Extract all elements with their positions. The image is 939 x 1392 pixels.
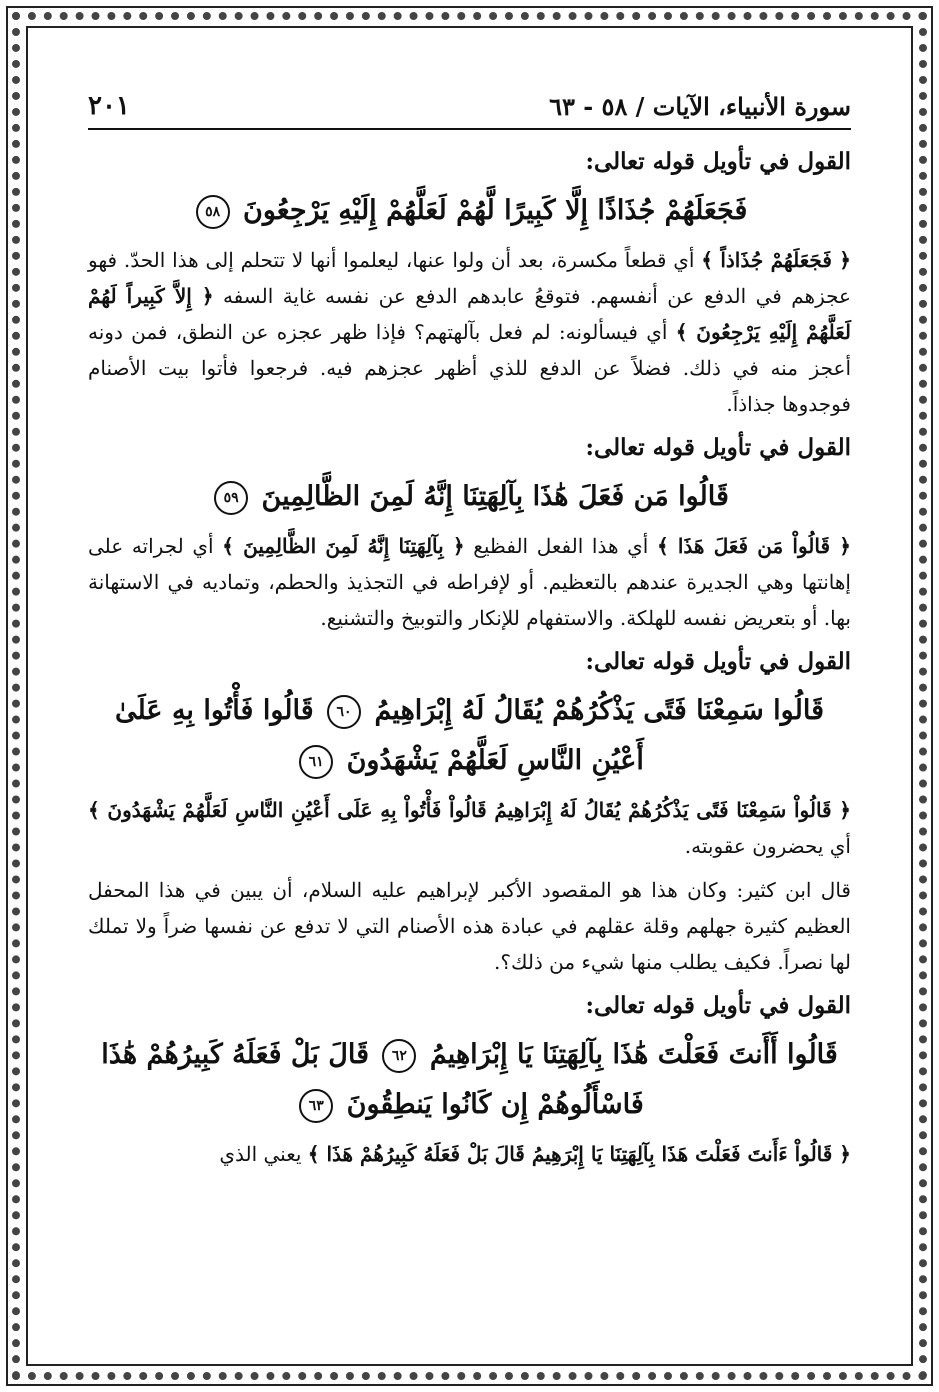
quran-verse bbox=[88, 186, 851, 236]
ayah-number-mark: ٦٣ bbox=[299, 1089, 333, 1123]
quoted-verse: ﴿ قَالُواْ ءَأَنتَ فَعَلْتَ هَذَا بِآلِهَتِنَا يَا إِبْرَهِيمُ قَالَ بَلْ فَعَلَهُ كَبِيرُهُمْ هَذَا ﴾ bbox=[307, 1142, 851, 1166]
page-content bbox=[88, 144, 851, 1172]
verse-text: فَجَعَلَهُمْ جُذَاذًا إِلَّا كَبِيرًا لَّهُمْ لَعَلَّهُمْ إِلَيْهِ يَرْجِعُونَ bbox=[243, 195, 748, 226]
section-heading: القول في تأويل قوله تعالى: bbox=[585, 434, 851, 461]
section-heading: القول في تأويل قوله تعالى: bbox=[585, 648, 851, 675]
quoted-verse: ﴿ إِلاَّ كَبِيراً لَهُمْ لَعَلَّهُمْ إِلَيْهِ يَرْجِعُونَ ﴾ bbox=[88, 284, 851, 344]
quran-verse bbox=[88, 686, 851, 786]
tafsir-section bbox=[88, 144, 851, 422]
section-heading: القول في تأويل قوله تعالى: bbox=[585, 992, 851, 1019]
quoted-verse: ﴿ فَجَعَلَهُمْ جُذَاذاً ﴾ bbox=[701, 248, 851, 272]
ayah-number-mark: ٦٢ bbox=[382, 1039, 416, 1073]
commentary-text: أي قطعاً مكسرة، بعد أن ولوا عنها، ليعلموا أنها لا تتحلم إلى هذا الحدّ. فهو عجزهم في الدفع عن أنفسهم. فتوقعُ عابدهم الدفع عن نفسه غاية السفه bbox=[88, 248, 851, 308]
commentary-text: أي فيسألونه: لم فعل بآلهتهم؟ فإذا ظهر عجزه عن النطق، فمن دونه أعجز منه في ذلك. فضلاً عن الدفع للذي أظهر عجزهم فيه. فرجعوا فأتوا بيت الأصنام فوجدوها جذاذاً. bbox=[88, 320, 851, 416]
verse-text: قَالَ بَلْ فَعَلَهُ كَبِيرُهُمْ هَٰذَا فَاسْأَلُوهُمْ إِن كَانُوا يَنطِقُونَ bbox=[101, 1039, 644, 1120]
header-title: سورة الأنبياء، الآيات / ٥٨ - ٦٣ bbox=[549, 91, 851, 121]
commentary-paragraph bbox=[88, 792, 851, 864]
commentary-paragraph bbox=[88, 528, 851, 636]
commentary-text: أي هذا الفعل الفظيع bbox=[464, 534, 657, 558]
verse-text: قَالُوا أَأَنتَ فَعَلْتَ هَٰذَا بِآلِهَتِنَا يَا إِبْرَاهِيمُ bbox=[429, 1039, 838, 1070]
ayah-number-mark: ٥٩ bbox=[214, 481, 248, 515]
quoted-verse: ﴿ بِآلِهَتِنَا إِنَّهُ لَمِنَ الظَّالِمِينَ ﴾ bbox=[222, 534, 465, 558]
ayah-number-mark: ٦١ bbox=[299, 745, 333, 779]
ayah-number-mark: ٦٠ bbox=[327, 695, 361, 729]
running-header bbox=[88, 84, 851, 130]
section-heading: القول في تأويل قوله تعالى: bbox=[585, 148, 851, 175]
quran-verse bbox=[88, 1030, 851, 1130]
quoted-verse: ﴿ قَالُواْ سَمِعْنَا فَتًى يَذْكُرُهُمْ يُقَالُ لَهُ إِبْرَاهِيمُ قَالُواْ فَأْتُواْ بِهِ عَلَى أَعْيُنِ النَّاسِ لَعَلَّهُمْ يَشْهَدُونَ ﴾ bbox=[88, 798, 851, 822]
commentary-paragraph bbox=[88, 1136, 851, 1172]
quran-verse bbox=[88, 472, 851, 522]
book-page bbox=[88, 84, 851, 1332]
tafsir-section bbox=[88, 644, 851, 980]
tafsir-section bbox=[88, 430, 851, 636]
commentary-text: يعني الذي bbox=[219, 1142, 308, 1166]
commentary-text: أي لجراته على إهانتها وهي الجديرة عندهم بالتعظيم. أو لإفراطه في التجذيذ والحطم، وتماديه في الاستهانة بها. أو بتعريض نفسه للهلكة. والاستفهام للإنكار والتوبيخ والتشنيع. bbox=[88, 534, 851, 630]
verse-text: قَالُوا فَأْتُوا بِهِ عَلَىٰ أَعْيُنِ النَّاسِ لَعَلَّهُمْ يَشْهَدُونَ bbox=[114, 695, 644, 776]
commentary-paragraph bbox=[88, 242, 851, 422]
commentary-paragraph: قال ابن كثير: وكان هذا هو المقصود الأكبر لإبراهيم عليه السلام، أن يبين في هذا المحفل العظيم كثيرة جهلهم وقلة عقلهم في عبادة هذه الأصنام التي لا تدفع عن نفسها ضراً ولا تملك لها نصراً. فكيف يطلب منها شيء من ذلك؟. bbox=[88, 878, 851, 974]
verse-text: قَالُوا مَن فَعَلَ هَٰذَا بِآلِهَتِنَا إِنَّهُ لَمِنَ الظَّالِمِينَ bbox=[261, 481, 729, 512]
quoted-verse: ﴿ قَالُواْ مَن فَعَلَ هَذَا ﴾ bbox=[656, 534, 851, 558]
tafsir-section bbox=[88, 988, 851, 1172]
ayah-number-mark: ٥٨ bbox=[196, 195, 230, 229]
page-number: ٢٠١ bbox=[88, 91, 130, 121]
commentary-text: أي يحضرون عقوبته. bbox=[684, 834, 851, 858]
verse-text: قَالُوا سَمِعْنَا فَتًى يَذْكُرُهُمْ يُقَالُ لَهُ إِبْرَاهِيمُ bbox=[374, 695, 824, 726]
